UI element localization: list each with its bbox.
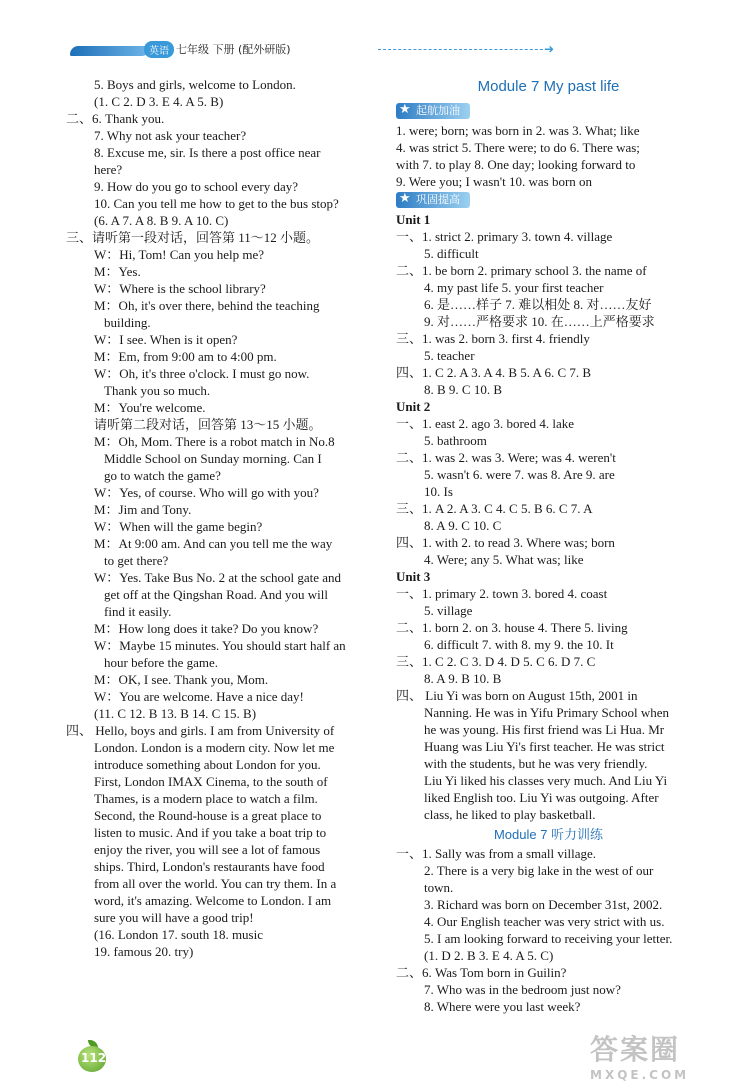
left-column bbox=[66, 76, 376, 960]
text-line: 5. bathroom bbox=[424, 433, 487, 448]
watermark-url: MXQE.COM bbox=[590, 1068, 690, 1082]
arrow-right-icon: ➜ bbox=[544, 42, 555, 56]
text-line: 三、1. C 2. C 3. D 4. D 5. C 6. D 7. C bbox=[396, 654, 596, 669]
section-badge-2 bbox=[396, 192, 470, 208]
text-line: Unit 1 bbox=[396, 212, 431, 227]
text-line: (16. London 17. south 18. music bbox=[94, 927, 263, 942]
section-badge-1 bbox=[396, 103, 470, 119]
text-line: 10. Can you tell me how to get to the bus stop? bbox=[94, 196, 339, 211]
text-line: W：Maybe 15 minutes. You should start half an bbox=[94, 638, 346, 653]
watermark-logo bbox=[590, 1028, 740, 1084]
book-title: 七年级 下册 (配外研版) bbox=[176, 43, 291, 56]
text-line: 8. Excuse me, sir. Is there a post office near bbox=[94, 145, 321, 160]
text-line: Huang was Liu Yi's first teacher. He was strict bbox=[424, 739, 665, 754]
listening-title: Module 7 听力训练 bbox=[493, 827, 604, 842]
text-line: class, he liked to play basketball. bbox=[424, 807, 596, 822]
text-line: Nanning. He was in Yifu Primary School when bbox=[424, 705, 670, 720]
text-line: (1. C 2. D 3. E 4. A 5. B) bbox=[94, 94, 224, 109]
text-line: 8. B 9. C 10. B bbox=[424, 382, 503, 397]
answers-block-1 bbox=[396, 122, 701, 190]
text-line: 5. difficult bbox=[424, 246, 479, 261]
text-line: get off at the Qingshan Road. And you will bbox=[104, 587, 328, 602]
text-line: 5. Boys and girls, welcome to London. bbox=[94, 77, 296, 92]
text-line: 5. I am looking forward to receiving your letter. bbox=[424, 931, 673, 946]
text-line: 二、6. Was Tom born in Guilin? bbox=[396, 965, 567, 980]
answers-block-3 bbox=[396, 845, 701, 1015]
text-line: W：Yes. Take Bus No. 2 at the school gate and bbox=[94, 570, 342, 585]
text-line: liked English too. Liu Yi was outgoing. After bbox=[424, 790, 659, 805]
watermark-text: 答案圈 bbox=[590, 1033, 681, 1066]
text-line: 9. Were you; I wasn't 10. was born on bbox=[396, 174, 593, 189]
answers-block-2 bbox=[396, 211, 701, 823]
text-line: Unit 2 bbox=[396, 399, 431, 414]
text-line: town. bbox=[424, 880, 454, 895]
text-line: W：Where is the school library? bbox=[94, 281, 266, 296]
text-line: 5. village bbox=[424, 603, 473, 618]
star-icon: ★ bbox=[399, 102, 411, 117]
text-line: Second, the Round-house is a great place to bbox=[94, 808, 322, 823]
text-line: M：You're welcome. bbox=[94, 400, 206, 415]
header-swoosh bbox=[70, 46, 150, 56]
header-divider bbox=[378, 49, 548, 50]
text-line: 四、 Liu Yi was born on August 15th, 2001 in bbox=[396, 688, 638, 703]
text-line: 8. Where were you last week? bbox=[424, 999, 581, 1014]
star-icon: ★ bbox=[399, 191, 411, 206]
text-line: M：At 9:00 am. And can you tell me the way bbox=[94, 536, 333, 551]
text-line: 3. Richard was born on December 31st, 2002. bbox=[424, 897, 663, 912]
text-line: W：Oh, it's three o'clock. I must go now. bbox=[94, 366, 310, 381]
text-line: here? bbox=[94, 162, 123, 177]
text-line: 一、1. primary 2. town 3. bored 4. coast bbox=[396, 586, 608, 601]
text-line: 8. A 9. C 10. C bbox=[424, 518, 502, 533]
text-line: 1. were; born; was born in 2. was 3. What; like bbox=[396, 123, 640, 138]
right-column bbox=[396, 76, 701, 1015]
text-line: M：Em, from 9:00 am to 4:00 pm. bbox=[94, 349, 277, 364]
text-line: 8. A 9. B 10. B bbox=[424, 671, 502, 686]
text-line: 4. my past life 5. your first teacher bbox=[424, 280, 604, 295]
text-line: 4. was strict 5. There were; to do 6. There was; bbox=[396, 140, 640, 155]
text-line: W：Yes, of course. Who will go with you? bbox=[94, 485, 319, 500]
text-line: building. bbox=[104, 315, 151, 330]
text-line: 二、1. was 2. was 3. Were; was 4. weren't bbox=[396, 450, 616, 465]
text-line: (6. A 7. A 8. B 9. A 10. C) bbox=[94, 213, 229, 228]
text-line: hour before the game. bbox=[104, 655, 219, 670]
text-line: 6. difficult 7. with 8. my 9. the 10. It bbox=[424, 637, 614, 652]
module-title: Module 7 My past life bbox=[477, 78, 620, 95]
text-line: 三、1. A 2. A 3. C 4. C 5. B 6. C 7. A bbox=[396, 501, 593, 516]
text-line: M：Yes. bbox=[94, 264, 141, 279]
text-line: W：You are welcome. Have a nice day! bbox=[94, 689, 304, 704]
text-line: Thank you so much. bbox=[104, 383, 211, 398]
text-line: 四、1. C 2. A 3. A 4. B 5. A 6. C 7. B bbox=[396, 365, 592, 380]
text-line: M：OK, I see. Thank you, Mom. bbox=[94, 672, 269, 687]
text-line: from all over the world. You can try them. In a bbox=[94, 876, 337, 891]
text-line: 10. Is bbox=[424, 484, 453, 499]
text-line: go to watch the game? bbox=[104, 468, 221, 483]
text-line: M：Jim and Tony. bbox=[94, 502, 192, 517]
text-line: (11. C 12. B 13. B 14. C 15. B) bbox=[94, 706, 257, 721]
text-line: W：Hi, Tom! Can you help me? bbox=[94, 247, 264, 262]
text-line: 9. 对……严格要求 10. 在……上严格要求 bbox=[424, 314, 655, 329]
text-line: 一、1. Sally was from a small village. bbox=[396, 846, 597, 861]
text-line: 5. wasn't 6. were 7. was 8. Are 9. are bbox=[424, 467, 615, 482]
text-line: 一、1. strict 2. primary 3. town 4. village bbox=[396, 229, 613, 244]
text-line: listen to music. And if you take a boat trip to bbox=[94, 825, 327, 840]
text-line: ships. Third, London's restaurants have food bbox=[94, 859, 325, 874]
text-line: 请听第二段对话，回答第 13～15 小题。 bbox=[94, 417, 322, 432]
text-line: 4. Were; any 5. What was; like bbox=[424, 552, 584, 567]
text-line: London. London is a modern city. Now let me bbox=[94, 740, 335, 755]
text-line: with the students, but he was very friendly. bbox=[424, 756, 648, 771]
text-line: W：When will the game begin? bbox=[94, 519, 263, 534]
text-line: 二、6. Thank you. bbox=[66, 111, 165, 126]
text-line: 2. There is a very big lake in the west of our bbox=[424, 863, 654, 878]
text-line: M：How long does it take? Do you know? bbox=[94, 621, 319, 636]
page-number: 112 bbox=[81, 1051, 107, 1065]
text-line: 四、1. with 2. to read 3. Where was; born bbox=[396, 535, 615, 550]
text-line: Unit 3 bbox=[396, 569, 431, 584]
text-line: 一、1. east 2. ago 3. bored 4. lake bbox=[396, 416, 574, 431]
text-line: enjoy the river, you will see a lot of famous bbox=[94, 842, 321, 857]
text-line: 6. 是……样子 7. 难以相处 8. 对……友好 bbox=[424, 297, 652, 312]
text-line: 四、 Hello, boys and girls. I am from University of bbox=[66, 723, 335, 738]
section-badge-label: 起航加油 bbox=[416, 104, 460, 117]
text-line: (1. D 2. B 3. E 4. A 5. C) bbox=[424, 948, 554, 963]
text-line: 二、1. born 2. on 3. house 4. There 5. living bbox=[396, 620, 628, 635]
text-line: 三、1. was 2. born 3. first 4. friendly bbox=[396, 331, 590, 346]
text-line: he was young. His first friend was Li Hua. Mr bbox=[424, 722, 665, 737]
text-line: 19. famous 20. try) bbox=[94, 944, 194, 959]
text-line: find it easily. bbox=[104, 604, 172, 619]
text-line: 二、1. be born 2. primary school 3. the name of bbox=[396, 263, 647, 278]
text-line: with 7. to play 8. One day; looking forward to bbox=[396, 157, 636, 172]
text-line: M：Oh, it's over there, behind the teaching bbox=[94, 298, 320, 313]
text-line: 9. How do you go to school every day? bbox=[94, 179, 298, 194]
page-header bbox=[70, 38, 555, 62]
text-line: W：I see. When is it open? bbox=[94, 332, 238, 347]
text-line: sure you will have a good trip! bbox=[94, 910, 254, 925]
subject-label: 英语 bbox=[144, 41, 174, 58]
text-line: Thames, is a modern place to watch a film. bbox=[94, 791, 318, 806]
text-line: Liu Yi liked his classes very much. And Liu Yi bbox=[424, 773, 668, 788]
section-badge-label: 巩固提高 bbox=[416, 193, 460, 206]
text-line: word, it's amazing. Welcome to London. I am bbox=[94, 893, 332, 908]
text-line: 三、请听第一段对话，回答第 11～12 小题。 bbox=[66, 230, 320, 245]
page-number-badge bbox=[78, 1040, 112, 1074]
text-line: introduce something about London for you. bbox=[94, 757, 321, 772]
text-line: M：Oh, Mom. There is a robot match in No.8 bbox=[94, 434, 335, 449]
text-line: to get there? bbox=[104, 553, 169, 568]
text-line: 4. Our English teacher was very strict with us. bbox=[424, 914, 665, 929]
text-line: 5. teacher bbox=[424, 348, 475, 363]
text-line: 7. Who was in the bedroom just now? bbox=[424, 982, 621, 997]
text-line: First, London IMAX Cinema, to the south of bbox=[94, 774, 328, 789]
text-line: Middle School on Sunday morning. Can I bbox=[104, 451, 322, 466]
text-line: 7. Why not ask your teacher? bbox=[94, 128, 247, 143]
